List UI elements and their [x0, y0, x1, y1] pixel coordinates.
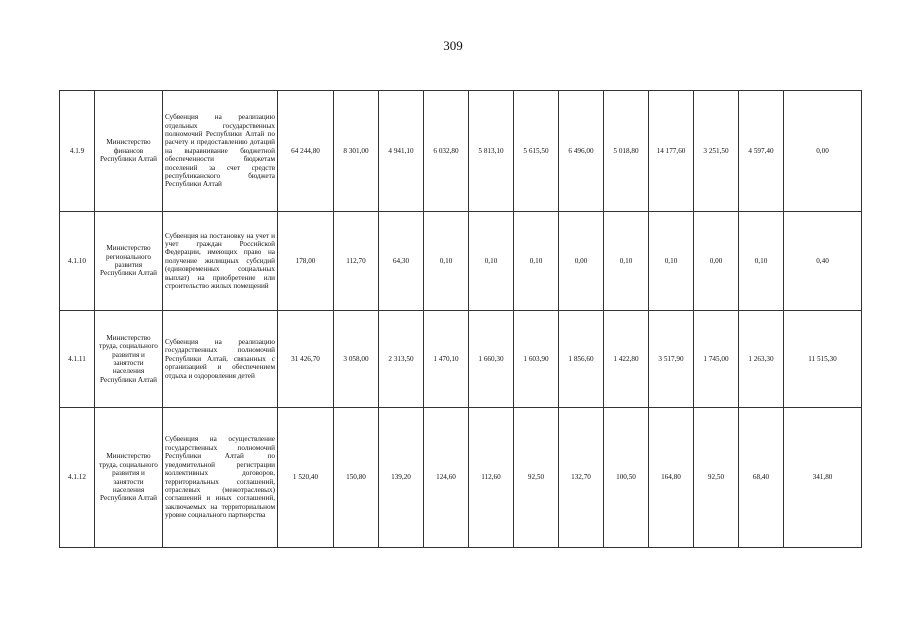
row-value: 0,40	[784, 212, 862, 311]
row-value: 1 603,90	[514, 311, 559, 408]
row-value: 0,10	[514, 212, 559, 311]
row-description: Субвенция на реализацию отдельных государственных полномочий Республики Алтай по расчету и предоставлению дотаций на выравнивание бюджетной обеспеченности бюджетам поселений за счет средств республиканского бюджета Республики Алтай	[163, 91, 278, 212]
row-value: 100,50	[604, 408, 649, 548]
row-value: 8 301,00	[334, 91, 379, 212]
row-value-total: 178,00	[278, 212, 334, 311]
row-value: 112,60	[469, 408, 514, 548]
row-value-total: 31 426,70	[278, 311, 334, 408]
row-value: 164,80	[649, 408, 694, 548]
row-value: 0,10	[604, 212, 649, 311]
row-number: 4.1.9	[60, 91, 95, 212]
row-value: 0,00	[784, 91, 862, 212]
row-value: 1 470,10	[424, 311, 469, 408]
row-value: 112,70	[334, 212, 379, 311]
budget-table	[59, 90, 862, 548]
row-organization: Министерство труда, социального развития и занятости населения Республики Алтай	[95, 408, 163, 548]
row-value: 0,10	[469, 212, 514, 311]
row-value: 0,10	[649, 212, 694, 311]
table-row	[60, 91, 862, 212]
row-organization: Министерство финансов Республики Алтай	[95, 91, 163, 212]
row-value: 1 660,30	[469, 311, 514, 408]
row-value: 0,10	[424, 212, 469, 311]
row-value: 3 517,90	[649, 311, 694, 408]
row-value: 150,80	[334, 408, 379, 548]
page-number: 309	[443, 38, 463, 53]
row-number: 4.1.11	[60, 311, 95, 408]
row-value: 1 263,30	[739, 311, 784, 408]
table-row	[60, 408, 862, 548]
row-value: 0,00	[694, 212, 739, 311]
row-value: 132,70	[559, 408, 604, 548]
row-value: 92,50	[694, 408, 739, 548]
row-value: 92,50	[514, 408, 559, 548]
row-value: 1 745,00	[694, 311, 739, 408]
row-value: 6 032,80	[424, 91, 469, 212]
row-value: 0,10	[739, 212, 784, 311]
row-value: 64,30	[379, 212, 424, 311]
row-value: 3 058,00	[334, 311, 379, 408]
row-description: Субвенция на осуществление государственных полномочий Республики Алтай по уведомительной регистрации коллективных договоров, территориальных соглашений, отраслевых (межотраслевых) соглашений и иных соглашений, заключаемых на территориальном уровне социального партнерства	[163, 408, 278, 548]
row-value-total: 64 244,80	[278, 91, 334, 212]
row-value: 0,00	[559, 212, 604, 311]
row-value: 3 251,50	[694, 91, 739, 212]
row-value-total: 1 520,40	[278, 408, 334, 548]
table-row	[60, 212, 862, 311]
row-number: 4.1.12	[60, 408, 95, 548]
table-row	[60, 311, 862, 408]
row-value: 5 813,10	[469, 91, 514, 212]
row-value: 341,80	[784, 408, 862, 548]
row-value: 14 177,60	[649, 91, 694, 212]
row-value: 68,40	[739, 408, 784, 548]
row-value: 6 496,00	[559, 91, 604, 212]
row-value: 139,20	[379, 408, 424, 548]
row-value: 4 597,40	[739, 91, 784, 212]
row-organization: Министерство труда, социального развития и занятости населения Республики Алтай	[95, 311, 163, 408]
row-organization: Министерство регионального развития Республики Алтай	[95, 212, 163, 311]
row-value: 1 422,80	[604, 311, 649, 408]
row-description: Субвенция на реализацию государственных полномочий Республики Алтай, связанных с организацией и обеспечением отдыха и оздоровления детей	[163, 311, 278, 408]
row-number: 4.1.10	[60, 212, 95, 311]
row-value: 124,60	[424, 408, 469, 548]
row-description: Субвенция на постановку на учет и учет граждан Российской Федерации, имеющих право на получение жилищных субсидий (единовременных социальных выплат) на приобретение или строительство жилых помещений	[163, 212, 278, 311]
row-value: 2 313,50	[379, 311, 424, 408]
row-value: 5 615,50	[514, 91, 559, 212]
row-value: 5 018,80	[604, 91, 649, 212]
row-value: 1 856,60	[559, 311, 604, 408]
row-value: 4 941,10	[379, 91, 424, 212]
row-value: 11 515,30	[784, 311, 862, 408]
